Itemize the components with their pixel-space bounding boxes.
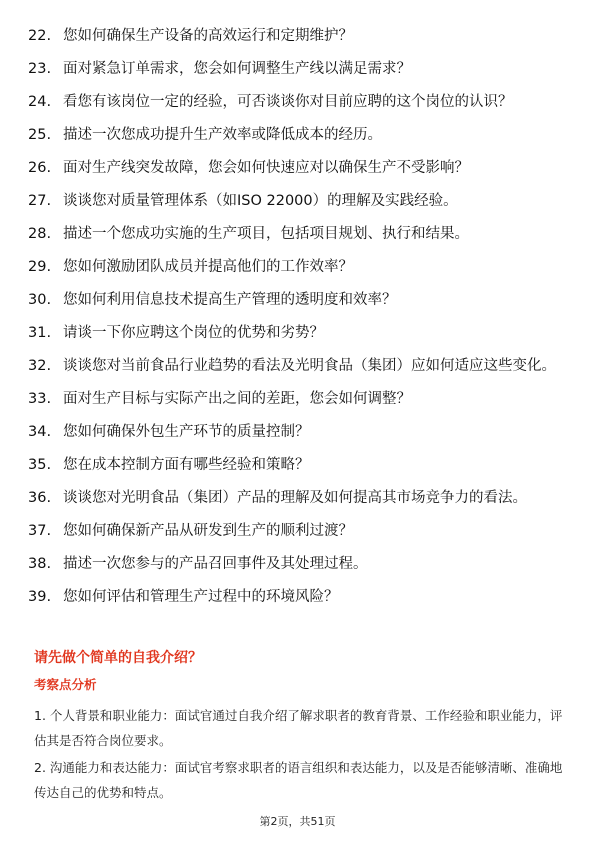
question-text: 描述一次您成功提升生产效率或降低成本的经历。 [63,127,382,143]
question-item [28,123,568,148]
question-number: 35. [28,457,52,473]
question-text: 您如何确保新产品从研发到生产的顺利过渡？ [63,523,353,539]
question-text: 描述一次您参与的产品召回事件及其处理过程。 [63,556,368,572]
question-text: 谈谈您对当前食品行业趋势的看法及光明食品（集团）应如何适应这些变化。 [63,358,556,374]
question-number: 38. [28,556,52,572]
question-number: 27. [28,193,52,209]
section-subtitle: 考察点分析 [34,677,97,692]
question-number: 33. [28,391,52,407]
question-number: 26. [28,160,52,176]
question-item [28,354,568,379]
question-item [28,156,568,181]
analysis-points [34,703,564,807]
question-text: 谈谈您对质量管理体系（如ISO 22000）的理解及实践经验。 [63,193,458,209]
question-item [28,255,568,280]
question-number: 24. [28,94,52,110]
question-number: 23. [28,61,52,77]
question-text: 您如何利用信息技术提高生产管理的透明度和效率？ [63,292,397,308]
question-item [28,453,568,478]
question-item [28,420,568,445]
question-text: 描述一个您成功实施的生产项目，包括项目规划、执行和结果。 [63,226,469,242]
question-item [28,57,568,82]
question-number: 30. [28,292,52,308]
question-item [28,24,568,49]
question-text: 面对生产线突发故障，您会如何快速应对以确保生产不受影响？ [63,160,469,176]
question-number: 39. [28,589,52,605]
question-number: 36. [28,490,52,506]
question-number: 34. [28,424,52,440]
question-text: 看您有该岗位一定的经验，可否谈谈你对目前应聘的这个岗位的认识？ [63,94,513,110]
page-footer: 第2页，共51页 [259,815,336,828]
question-number: 28. [28,226,52,242]
analysis-point: 2. 沟通能力和表达能力：面试官考察求职者的语言组织和表达能力，以及是否能够清晰、准确地传达自己的优势和特点。 [34,760,563,800]
question-item [28,486,568,511]
section-title: 请先做个简单的自我介绍？ [34,650,202,666]
question-number: 32. [28,358,52,374]
question-item [28,387,568,412]
question-text: 面对紧急订单需求，您会如何调整生产线以满足需求？ [63,61,411,77]
question-number: 29. [28,259,52,275]
question-item [28,90,568,115]
question-number: 25. [28,127,52,143]
question-number: 22. [28,28,52,44]
question-text: 您在成本控制方面有哪些经验和策略？ [63,457,310,473]
question-number: 31. [28,325,52,341]
question-text: 请谈一下你应聘这个岗位的优势和劣势？ [63,325,324,341]
question-text: 您如何确保外包生产环节的质量控制？ [63,424,310,440]
question-item [28,519,568,544]
question-number: 37. [28,523,52,539]
question-item [28,189,568,214]
question-text: 面对生产目标与实际产出之间的差距，您会如何调整？ [63,391,411,407]
question-text: 您如何激励团队成员并提高他们的工作效率？ [63,259,353,275]
question-text: 谈谈您对光明食品（集团）产品的理解及如何提高其市场竞争力的看法。 [63,490,527,506]
question-item [28,321,568,346]
question-list [28,24,568,618]
question-item [28,552,568,577]
question-item [28,585,568,610]
question-text: 您如何评估和管理生产过程中的环境风险？ [63,589,339,605]
question-text: 您如何确保生产设备的高效运行和定期维护？ [63,28,353,44]
analysis-point: 1. 个人背景和职业能力：面试官通过自我介绍了解求职者的教育背景、工作经验和职业能力，评估其是否符合岗位要求。 [34,708,563,748]
question-item [28,222,568,247]
question-item [28,288,568,313]
